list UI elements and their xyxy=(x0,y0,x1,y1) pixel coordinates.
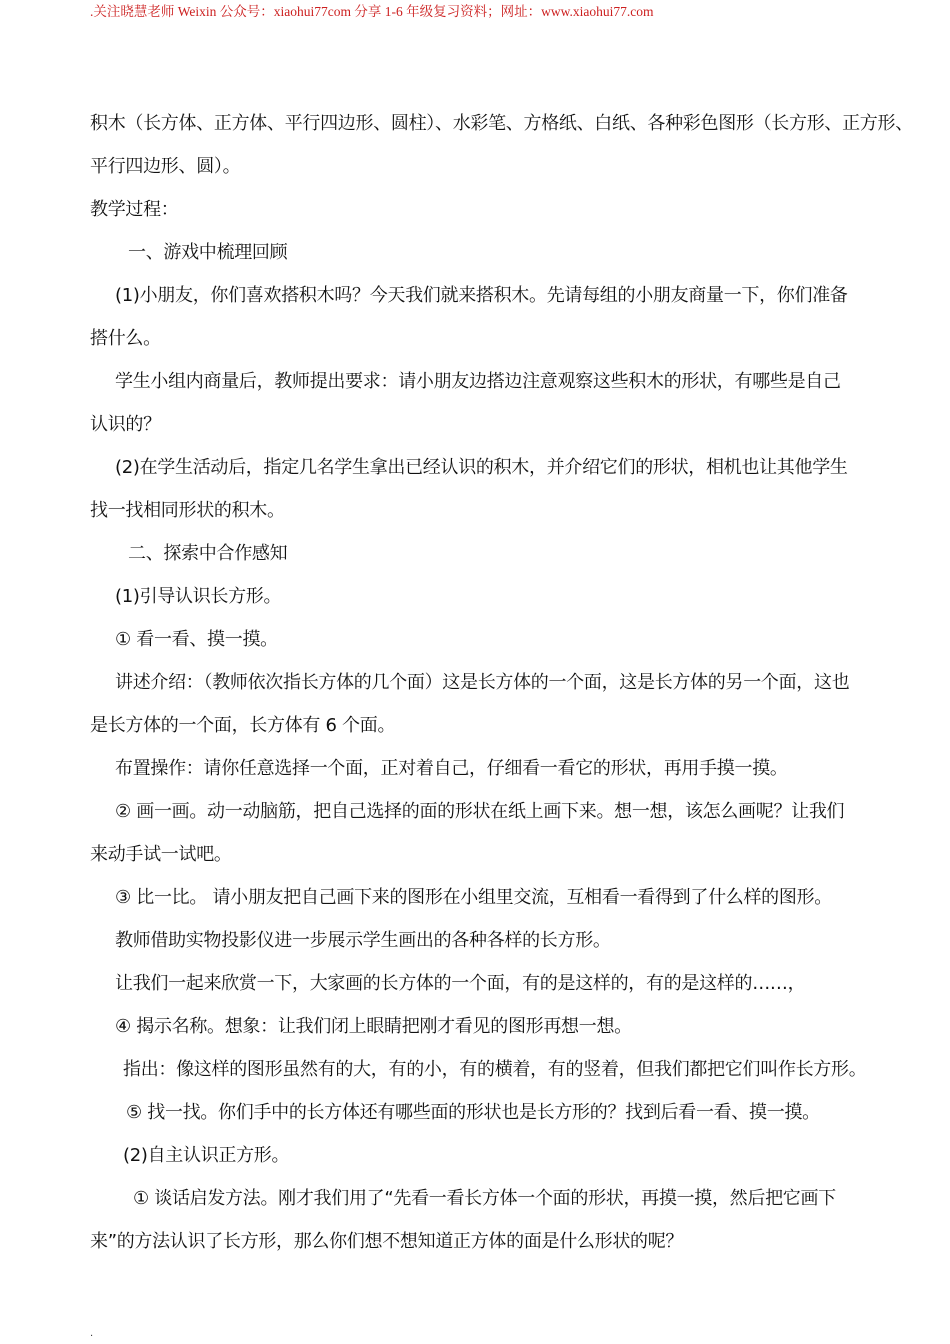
text-line: ⑤ 找一找。你们手中的长方体还有哪些面的形状也是长方形的？找到后看一看、摸一摸。 xyxy=(126,1102,820,1123)
text-line: 来”的方法认识了长方形，那么你们想不想知道正方体的面是什么形状的呢？ xyxy=(90,1231,684,1252)
text-line: 搭什么。 xyxy=(90,328,161,349)
text-line: 让我们一起来欣赏一下，大家画的长方体的一个面，有的是这样的，有的是这样的……， xyxy=(115,973,806,994)
section-heading: 二、探索中合作感知 xyxy=(128,543,288,564)
text-line: (2)自主认识正方形。 xyxy=(123,1145,290,1166)
text-line: (1)小朋友，你们喜欢搭积木吗？今天我们就来搭积木。先请每组的小朋友商量一下，你们准备 xyxy=(115,285,848,306)
section-label: 教学过程： xyxy=(90,199,179,220)
document-body xyxy=(90,102,913,1263)
text-line: 教师借助实物投影仪进一步展示学生画出的各种各样的长方形。 xyxy=(115,930,611,951)
text-line: (1)引导认识长方形。 xyxy=(115,586,282,607)
text-line: 找一找相同形状的积木。 xyxy=(90,500,285,521)
text-line: ④ 揭示名称。想象：让我们闭上眼睛把刚才看见的图形再想一想。 xyxy=(115,1016,632,1037)
section-heading: 一、游戏中梳理回顾 xyxy=(128,242,288,263)
text-line: ① 谈话启发方法。刚才我们用了“先看一看长方体一个面的形状，再摸一摸，然后把它画下 xyxy=(133,1188,836,1209)
text-line: 积木（长方体、正方体、平行四边形、圆柱）、水彩笔、方格纸、白纸、各种彩色图形（长方形、正方形、 xyxy=(90,113,913,134)
text-line: 讲述介绍：（教师依次指长方体的几个面）这是长方体的一个面，这是长方体的另一个面，这也 xyxy=(115,672,850,693)
text-line: 指出：像这样的图形虽然有的大，有的小，有的横着，有的竖着，但我们都把它们叫作长方形。 xyxy=(123,1059,867,1080)
watermark-header: .关注晓慧老师 Weixin 公众号：xiaohui77com 分享 1-6 年级复习资料；网址：www.xiaohui77.com xyxy=(90,4,654,19)
text-line: 认识的？ xyxy=(90,414,161,435)
text-line: ③ 比一比。 请小朋友把自己画下来的图形在小组里交流，互相看一看得到了什么样的图形。 xyxy=(115,887,832,908)
text-line: (2)在学生活动后，指定几名学生拿出已经认识的积木，并介绍它们的形状，相机也让其他学生 xyxy=(115,457,848,478)
text-line: ② 画一画。动一动脑筋，把自己选择的面的形状在纸上画下来。想一想，该怎么画呢？让我们 xyxy=(115,801,845,822)
text-line: ① 看一看、摸一摸。 xyxy=(115,629,278,650)
text-line: 平行四边形、圆）。 xyxy=(90,156,241,177)
text-line: 学生小组内商量后，教师提出要求：请小朋友边搭边注意观察这些积木的形状，有哪些是自己 xyxy=(115,371,841,392)
text-line: 来动手试一试吧。 xyxy=(90,844,232,865)
footer-mark: . xyxy=(90,1328,94,1339)
text-line: 布置操作：请你任意选择一个面，正对着自己，仔细看一看它的形状，再用手摸一摸。 xyxy=(115,758,788,779)
text-line: 是长方体的一个面，长方体有 6 个面。 xyxy=(90,715,396,736)
